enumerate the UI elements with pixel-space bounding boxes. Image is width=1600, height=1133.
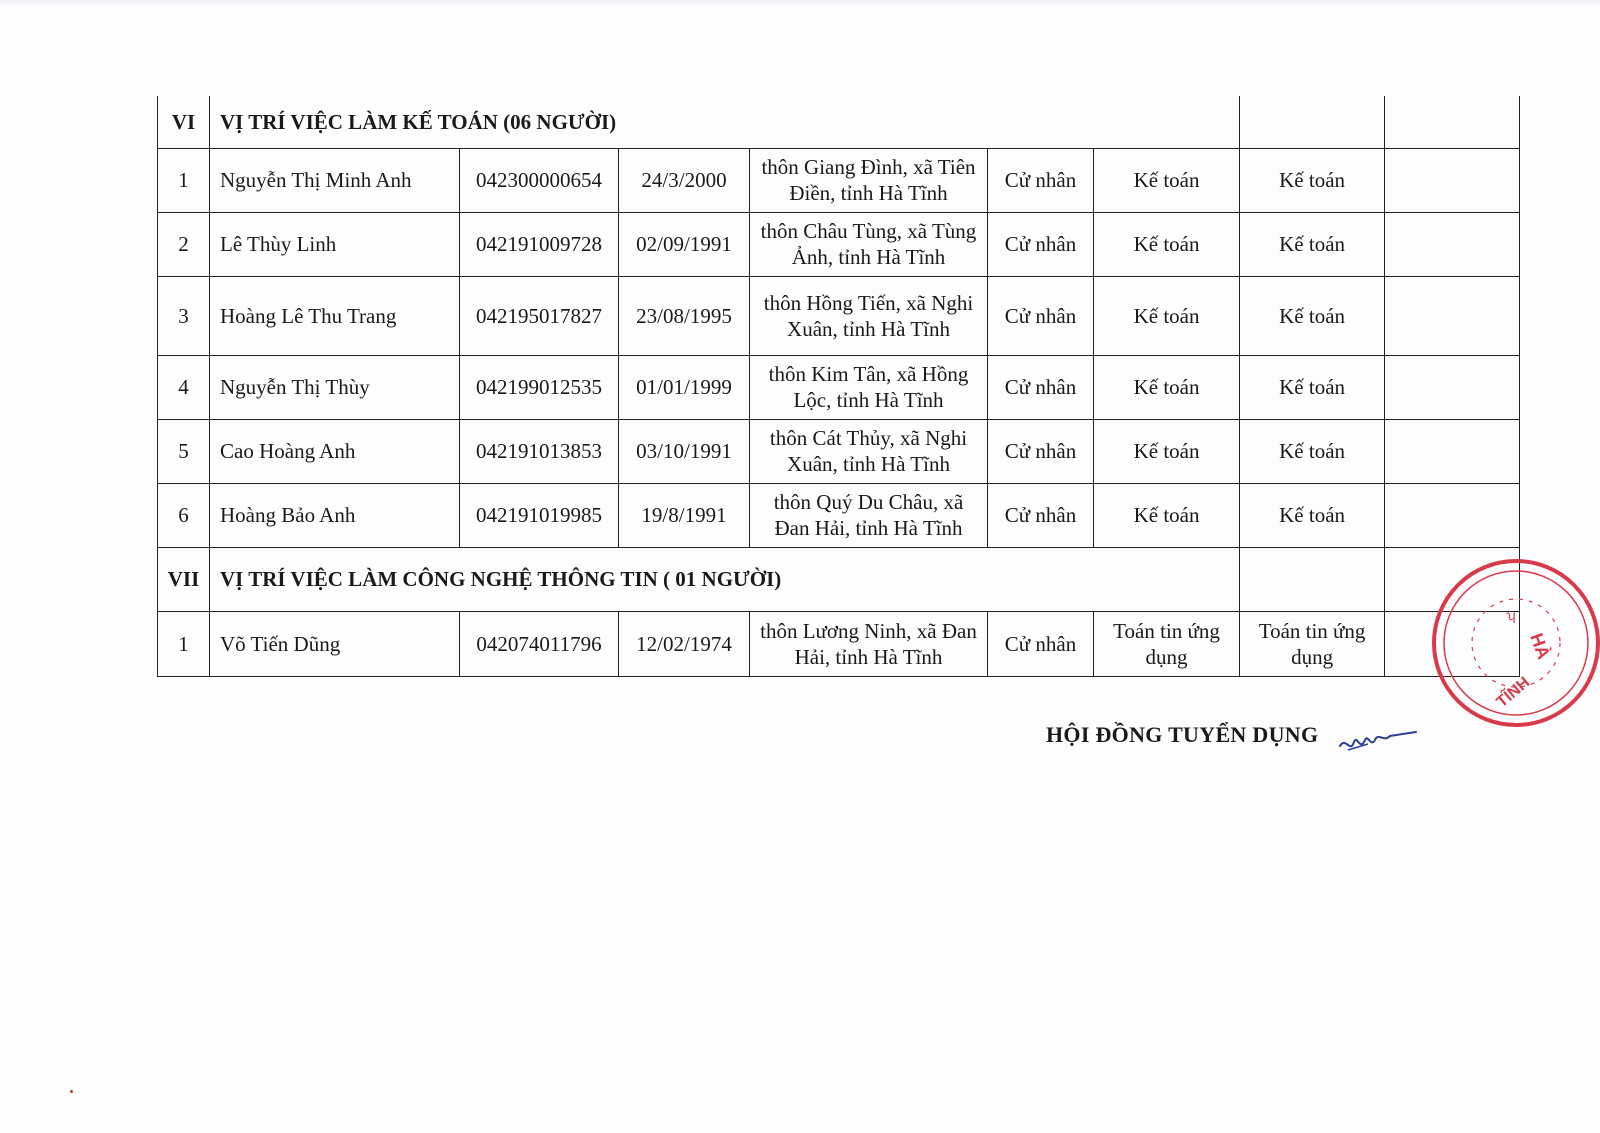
candidate-name: Cao Hoàng Anh [210,419,460,483]
official-seal-icon [1493,548,1600,738]
address: thôn Lương Ninh, xã Đan Hải, tỉnh Hà Tĩnh [750,611,988,676]
recruitment-council-label: HỘI ĐỒNG TUYỂN DỤNG [1046,722,1319,747]
row-number: 5 [158,419,210,483]
degree: Cử nhân [988,276,1094,355]
address: thôn Hồng Tiến, xã Nghi Xuân, tỉnh Hà Tĩnh [750,276,988,355]
row-number: 1 [158,148,210,212]
position: Kế toán [1240,148,1385,212]
section-empty-cell [1385,96,1520,148]
date-of-birth: 24/3/2000 [619,148,750,212]
note [1385,276,1520,355]
major: Kế toán [1094,276,1240,355]
scan-artifact [70,1090,73,1093]
address: thôn Cát Thủy, xã Nghi Xuân, tỉnh Hà Tĩnh [750,419,988,483]
candidate-name: Hoàng Bảo Anh [210,483,460,547]
address: thôn Châu Tùng, xã Tùng Ảnh, tỉnh Hà Tĩnh [750,212,988,276]
svg-text:HÀ: HÀ [1526,630,1554,662]
position: Kế toán [1240,212,1385,276]
id-number: 042191009728 [460,212,619,276]
handwritten-signature-icon [1338,724,1418,760]
candidate-table [157,96,1520,677]
major: Toán tin ứng dụng [1094,611,1240,676]
row-number: 4 [158,355,210,419]
date-of-birth: 03/10/1991 [619,419,750,483]
section-header-row [158,547,1520,611]
id-number: 042300000654 [460,148,619,212]
degree: Cử nhân [988,483,1094,547]
note [1385,148,1520,212]
candidate-name: Nguyễn Thị Thùy [210,355,460,419]
major: Kế toán [1094,212,1240,276]
date-of-birth: 19/8/1991 [619,483,750,547]
svg-text:TĨNH: TĨNH [1493,674,1534,712]
candidate-name: Hoàng Lê Thu Trang [210,276,460,355]
address: thôn Giang Đình, xã Tiên Điền, tỉnh Hà Tĩnh [750,148,988,212]
position: Kế toán [1240,276,1385,355]
row-number: 1 [158,611,210,676]
svg-text:ʮ: ʮ [1506,607,1516,623]
table-row [158,483,1520,547]
id-number: 042199012535 [460,355,619,419]
table-row [158,276,1520,355]
candidate-name: Nguyễn Thị Minh Anh [210,148,460,212]
date-of-birth: 23/08/1995 [619,276,750,355]
note [1385,483,1520,547]
table-row [158,611,1520,676]
position: Kế toán [1240,419,1385,483]
degree: Cử nhân [988,212,1094,276]
id-number: 042191013853 [460,419,619,483]
note [1385,355,1520,419]
major: Kế toán [1094,355,1240,419]
section-title: VỊ TRÍ VIỆC LÀM KẾ TOÁN (06 NGƯỜI) [210,96,1240,148]
candidate-name: Võ Tiến Dũng [210,611,460,676]
id-number: 042074011796 [460,611,619,676]
row-number: 2 [158,212,210,276]
section-header-row [158,96,1520,148]
date-of-birth: 01/01/1999 [619,355,750,419]
degree: Cử nhân [988,148,1094,212]
note [1385,611,1520,676]
address: thôn Kim Tân, xã Hồng Lộc, tỉnh Hà Tĩnh [750,355,988,419]
address: thôn Quý Du Châu, xã Đan Hải, tỉnh Hà Tĩnh [750,483,988,547]
table-row [158,419,1520,483]
table-row [158,148,1520,212]
major: Kế toán [1094,148,1240,212]
position: Kế toán [1240,483,1385,547]
major: Kế toán [1094,483,1240,547]
date-of-birth: 02/09/1991 [619,212,750,276]
section-empty-cell [1240,96,1385,148]
section-empty-cell [1385,547,1520,611]
id-number: 042195017827 [460,276,619,355]
degree: Cử nhân [988,419,1094,483]
row-number: 3 [158,276,210,355]
id-number: 042191019985 [460,483,619,547]
section-number: VII [158,547,210,611]
table-row [158,212,1520,276]
row-number: 6 [158,483,210,547]
position: Kế toán [1240,355,1385,419]
major: Kế toán [1094,419,1240,483]
table-row [158,355,1520,419]
degree: Cử nhân [988,355,1094,419]
position: Toán tin ứng dụng [1240,611,1385,676]
note [1385,212,1520,276]
section-number: VI [158,96,210,148]
section-empty-cell [1240,547,1385,611]
degree: Cử nhân [988,611,1094,676]
note [1385,419,1520,483]
page-top-edge [0,0,1600,6]
date-of-birth: 12/02/1974 [619,611,750,676]
section-title: VỊ TRÍ VIỆC LÀM CÔNG NGHỆ THÔNG TIN ( 01 NGƯỜI) [210,547,1240,611]
candidate-name: Lê Thùy Linh [210,212,460,276]
